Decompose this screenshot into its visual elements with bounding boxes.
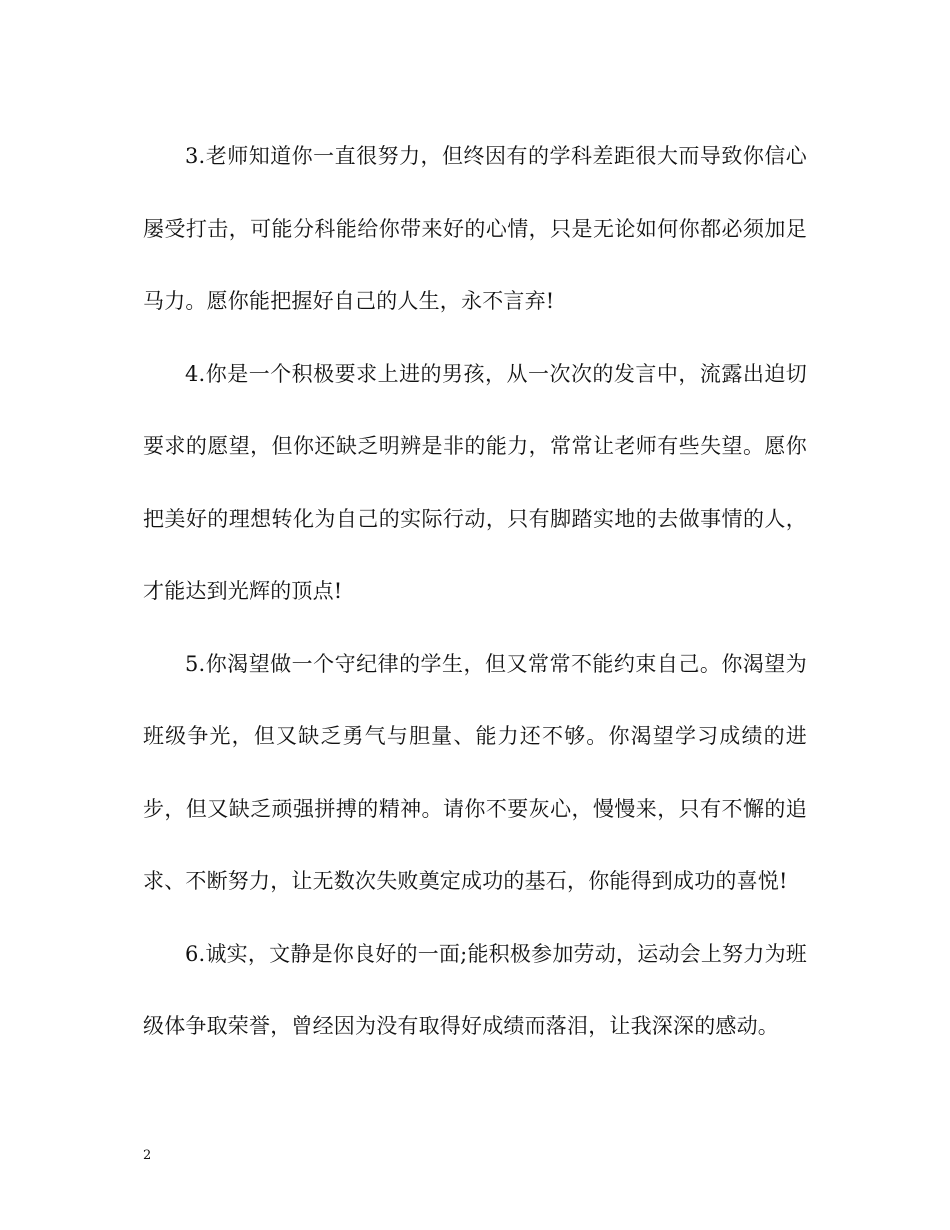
paragraph-5: 5.你渴望做一个守纪律的学生，但又常常不能约束自己。你渴望为班级争光，但又缺乏勇气与胆量、能力还不够。你渴望学习成绩的进步，但又缺乏顽强拼搏的精神。请你不要灰心，慢慢来，只有不懈的追求、不断努力，让无数次失败奠定成功的基石，你能得到成功的喜悦! [143,651,807,893]
paragraph-6: 6.诚实，文静是你良好的一面;能积极参加劳动，运动会上努力为班级体争取荣誉，曾经因为没有取得好成绩而落泪，让我深深的感动。 [143,941,807,1038]
document-body [143,120,807,1063]
page-number: 2 [143,1148,152,1163]
paragraph-4: 4.你是一个积极要求上进的男孩，从一次次的发言中，流露出迫切要求的愿望，但你还缺乏明辨是非的能力，常常让老师有些失望。愿你把美好的理想转化为自己的实际行动，只有脚踏实地的去做事情的人，才能达到光辉的顶点! [143,361,807,603]
paragraph-3: 3.老师知道你一直很努力，但终因有的学科差距很大而导致你信心屡受打击，可能分科能给你带来好的心情，只是无论如何你都必须加足马力。愿你能把握好自己的人生，永不言弃! [143,144,807,313]
